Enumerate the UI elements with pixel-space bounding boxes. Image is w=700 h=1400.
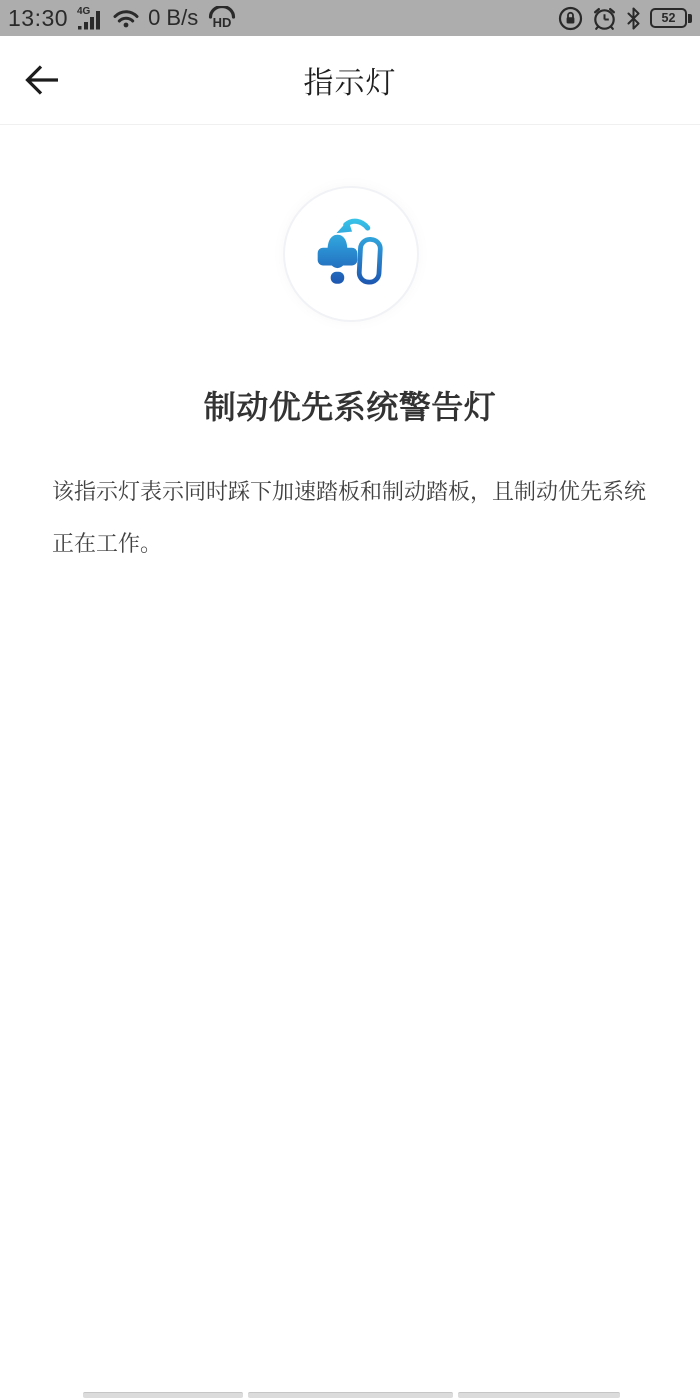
wifi-icon (113, 8, 139, 28)
page-title: 指示灯 (303, 67, 397, 100)
network-speed: 0 B/s (148, 5, 199, 30)
clock-time: 13:30 (8, 4, 69, 31)
status-bar-right (558, 6, 692, 31)
nav-hint-bar[interactable] (248, 1392, 453, 1398)
cellular-signal-icon (77, 5, 104, 31)
battery-nub (688, 14, 692, 23)
indicator-description: 该指示灯表示同时踩下加速踏板和制动踏板，且制动优先系统正在工作。 (52, 479, 647, 556)
bottom-nav-hints (83, 1392, 620, 1399)
status-bar-left (8, 5, 237, 32)
indicator-name-heading: 制动优先系统警告灯 (203, 389, 497, 425)
title-bar (0, 36, 700, 125)
nav-hint-bar[interactable] (83, 1392, 243, 1398)
volte-hd-icon (207, 6, 237, 30)
battery-icon (650, 8, 692, 28)
status-bar (0, 0, 700, 36)
nav-hint-bar[interactable] (458, 1392, 620, 1398)
orientation-lock-icon (558, 6, 583, 31)
svg-text:4G: 4G (77, 6, 91, 17)
alarm-clock-icon (592, 6, 617, 31)
battery-percent: 52 (661, 10, 676, 25)
svg-text:HD: HD (212, 15, 232, 30)
brake-priority-pedals-icon (301, 204, 401, 304)
bluetooth-icon (626, 7, 641, 30)
indicator-icon-circle (283, 186, 419, 322)
